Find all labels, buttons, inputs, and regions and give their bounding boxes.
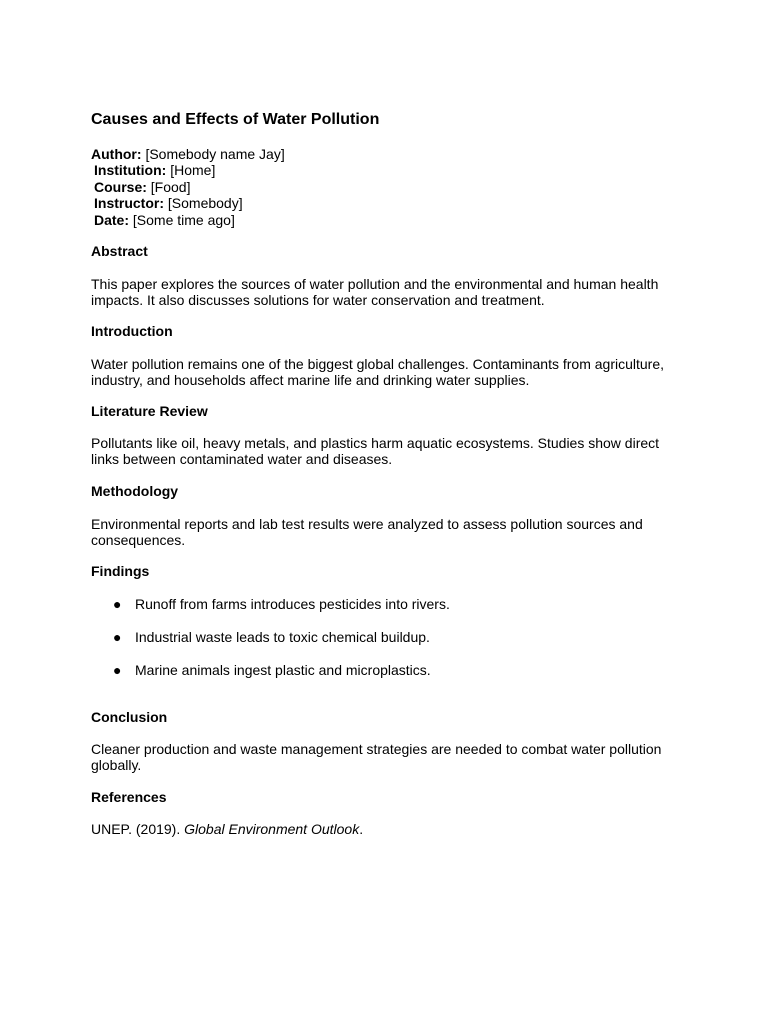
- instructor-line: [91, 195, 285, 211]
- abstract-heading: Abstract: [91, 243, 148, 259]
- document-title: Causes and Effects of Water Pollution: [91, 111, 380, 128]
- course-label: Course:: [94, 178, 147, 195]
- bullet-icon: ●: [113, 629, 122, 645]
- instructor-label: Instructor:: [94, 195, 164, 212]
- findings-list-item: [113, 662, 431, 678]
- reference-suffix: .: [359, 821, 364, 837]
- bullet-icon: ●: [113, 596, 122, 612]
- findings-item-text: Marine animals ingest plastic and microplastics.: [135, 662, 431, 678]
- date-label: Date:: [94, 211, 130, 228]
- findings-item-text: Industrial waste leads to toxic chemical buildup.: [135, 629, 430, 645]
- abstract-paragraph: This paper explores the sources of water pollution and the environmental and human health impacts. It also discusses solutions for water conservation and treatment.: [91, 276, 659, 309]
- course-value: [Food]: [150, 178, 191, 195]
- reference-author-year: UNEP. (2019).: [91, 821, 185, 837]
- reference-title: Global Environment Outlook: [184, 821, 360, 837]
- literature-review-paragraph: Pollutants like oil, heavy metals, and plastics harm aquatic ecosystems. Studies show direct links between contaminated water and diseases.: [91, 435, 660, 468]
- institution-label: Institution:: [94, 162, 167, 179]
- bullet-icon: ●: [113, 662, 122, 678]
- methodology-heading: Methodology: [91, 483, 179, 499]
- author-line: [91, 146, 285, 162]
- literature-review-heading: Literature Review: [91, 403, 208, 419]
- findings-heading: Findings: [91, 563, 150, 579]
- author-info-block: [91, 146, 285, 228]
- date-line: [91, 212, 285, 228]
- introduction-heading: Introduction: [91, 323, 173, 339]
- institution-line: [91, 162, 285, 178]
- findings-list-item: [113, 629, 430, 645]
- introduction-paragraph: Water pollution remains one of the biggest global challenges. Contaminants from agriculture, industry, and households affect marine life and drinking water supplies.: [91, 356, 665, 389]
- institution-value: [Home]: [170, 162, 216, 179]
- reference-entry: [91, 821, 363, 837]
- references-heading: References: [91, 789, 167, 805]
- conclusion-heading: Conclusion: [91, 709, 168, 725]
- conclusion-paragraph: Cleaner production and waste management strategies are needed to combat water pollution globally.: [91, 741, 662, 774]
- instructor-value: [Somebody]: [167, 195, 243, 212]
- author-label: Author:: [91, 146, 142, 162]
- author-value: [Somebody name Jay]: [145, 146, 285, 162]
- course-line: [91, 179, 285, 195]
- findings-list-item: [113, 596, 450, 612]
- findings-item-text: Runoff from farms introduces pesticides into rivers.: [135, 596, 450, 612]
- methodology-paragraph: Environmental reports and lab test results were analyzed to assess pollution sources and consequences.: [91, 516, 643, 549]
- date-value: [Some time ago]: [132, 211, 235, 228]
